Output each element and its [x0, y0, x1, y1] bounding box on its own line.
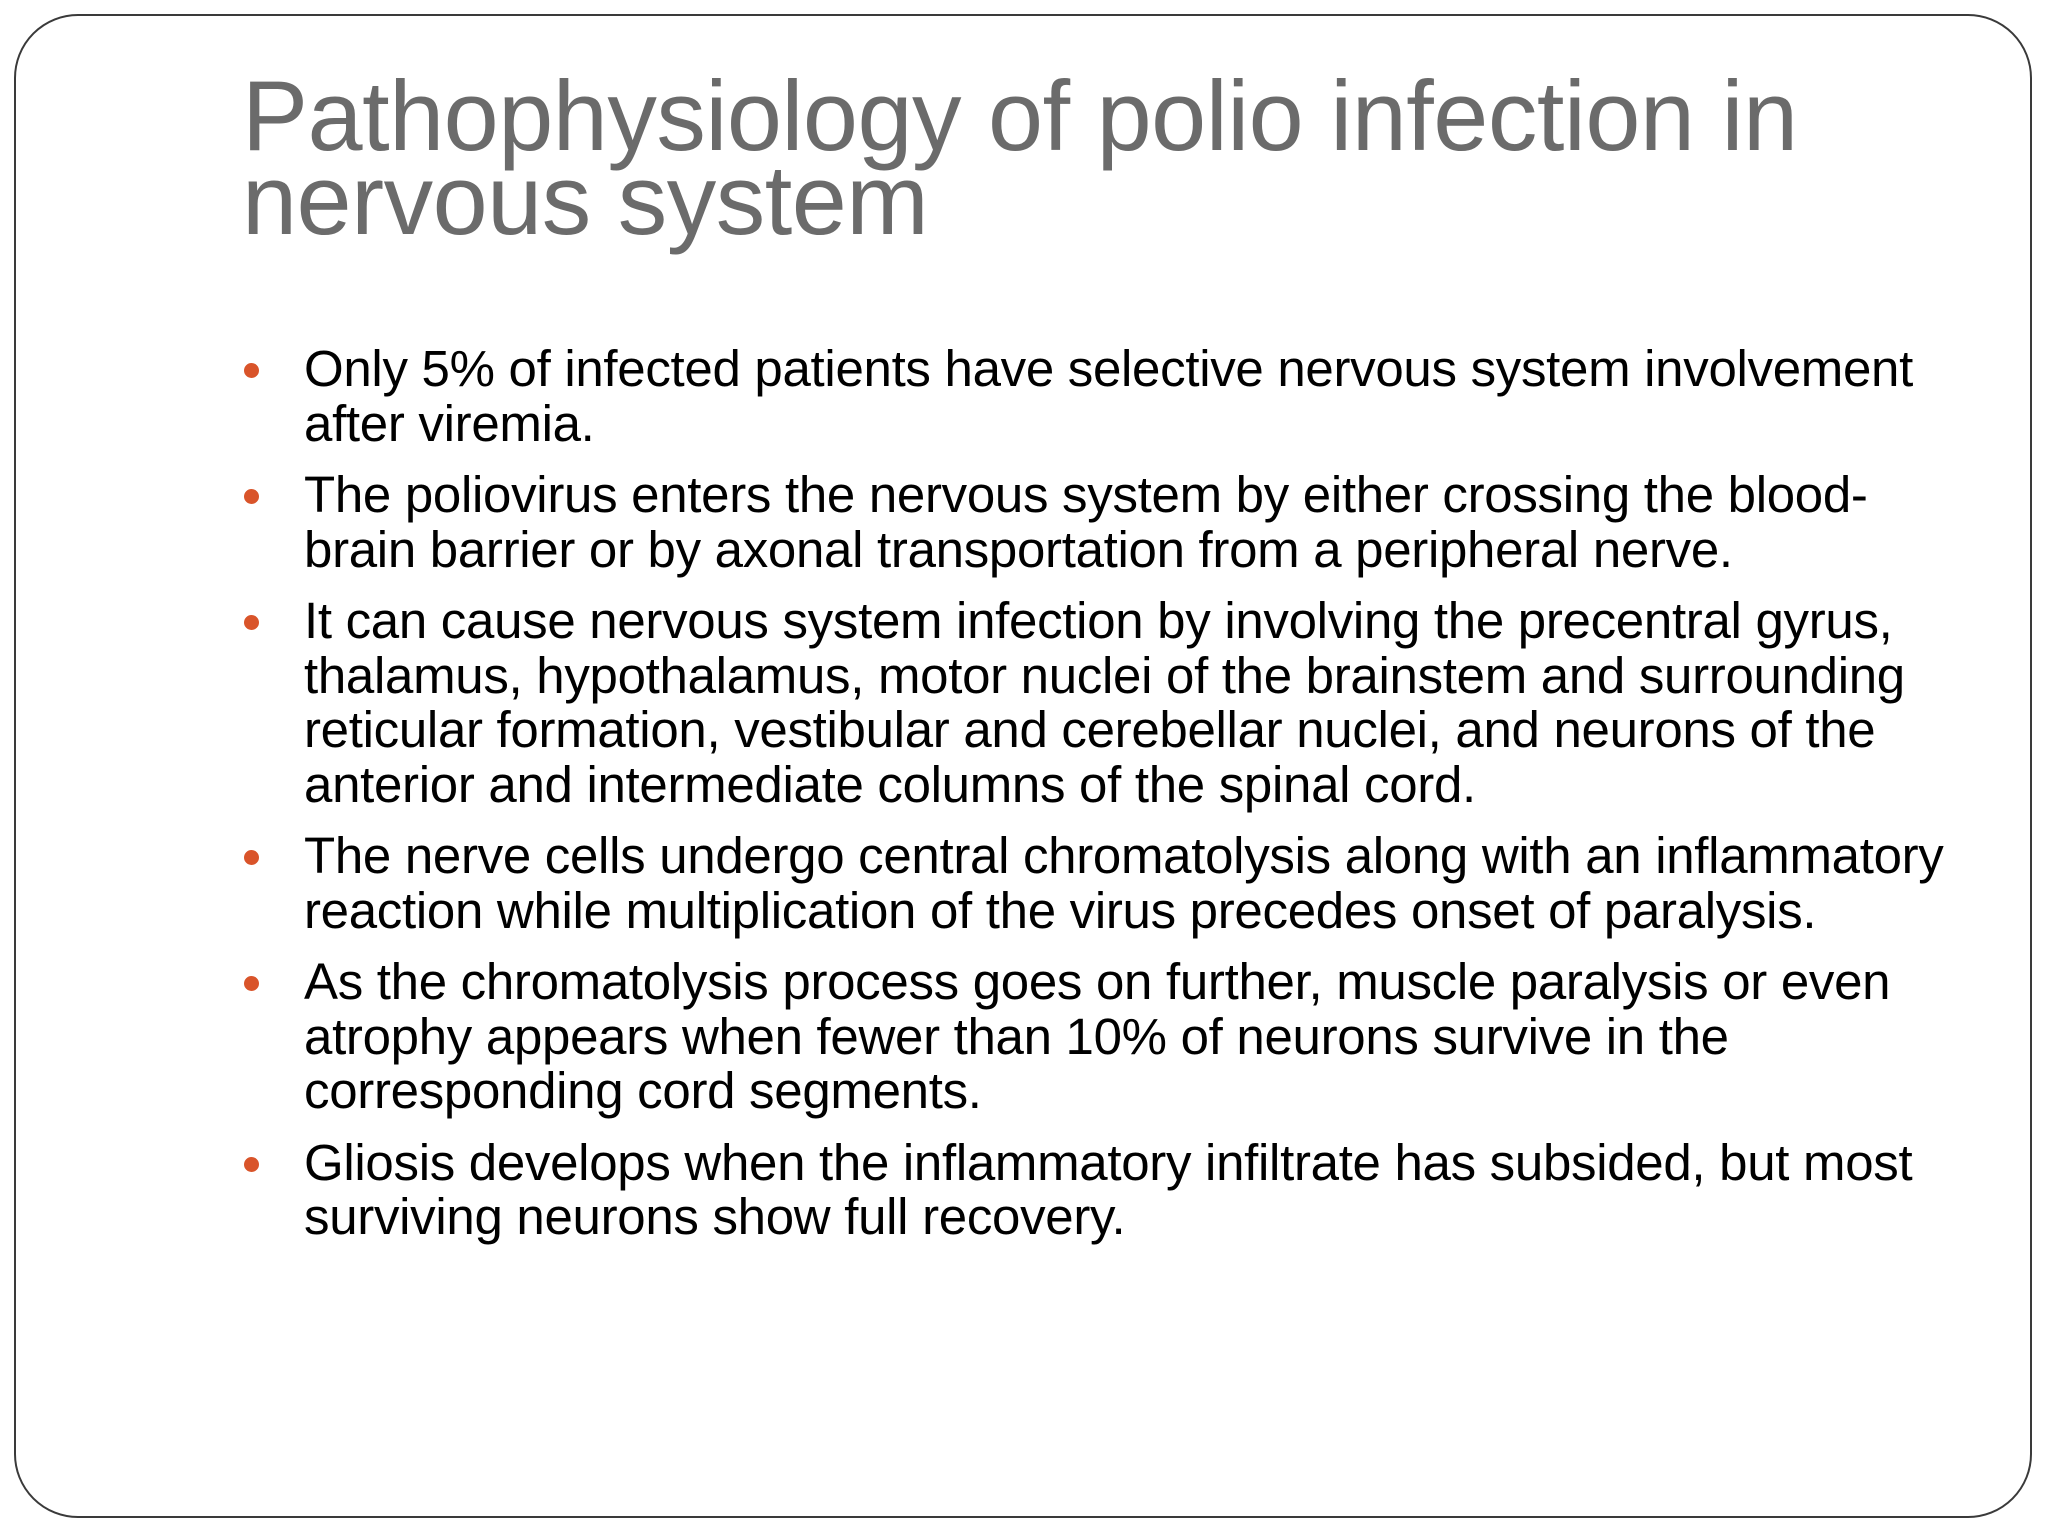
bullet-item-5	[242, 955, 1962, 1119]
bullet-item-2	[242, 468, 1962, 577]
bullet-dot-icon	[244, 489, 259, 504]
bullet-text: As the chromatolysis process goes on further, muscle paralysis or even atrophy appears when fewer than 10% of neurons survive in the corresponding cord segments.	[304, 953, 1891, 1119]
bullet-item-3	[242, 594, 1962, 812]
title-line-1: Pathophysiology of polio infection in	[242, 60, 1798, 171]
slide-frame	[14, 14, 2032, 1518]
bullet-text: Gliosis develops when the inflammatory infiltrate has subsided, but most surviving neurons show full recovery.	[304, 1133, 1913, 1245]
bullet-text: Only 5% of infected patients have selective nervous system involvement after viremia.	[304, 340, 1913, 452]
bullet-dot-icon	[244, 615, 259, 630]
slide-title	[242, 60, 1982, 255]
bullet-dot-icon	[244, 1157, 259, 1172]
bullet-text: The poliovirus enters the nervous system by either crossing the blood-brain barrier or by axonal transportation from a peripheral nerve.	[304, 466, 1868, 578]
bullet-item-6	[242, 1133, 1962, 1245]
bullet-text: The nerve cells undergo central chromatolysis along with an inflammatory reaction while multiplication of the virus precedes onset of paralysis.	[304, 827, 1944, 939]
bullet-list	[242, 342, 1962, 1262]
bullet-item-4	[242, 829, 1962, 938]
bullet-item-1	[242, 342, 1962, 451]
bullet-dot-icon	[244, 363, 259, 378]
bullet-text: It can cause nervous system infection by involving the precentral gyrus, thalamus, hypothalamus, motor nuclei of the brainstem and surrounding reticular formation, vestibular and cerebellar nuclei, and neurons of the anterior and intermediate columns of the spinal cord.	[304, 592, 1905, 813]
bullet-dot-icon	[244, 976, 259, 991]
bullet-dot-icon	[244, 850, 259, 865]
title-line-2: nervous system	[242, 144, 929, 255]
